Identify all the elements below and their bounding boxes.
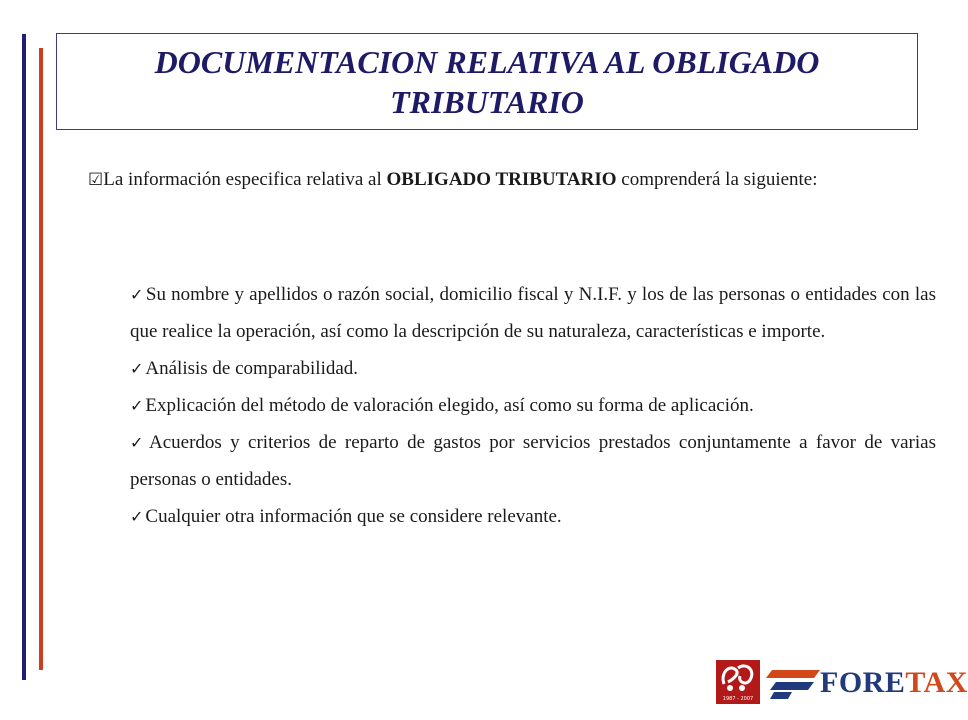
list-item bbox=[130, 498, 936, 535]
brand-name-part1: FORE bbox=[820, 666, 906, 699]
checkmark-icon: ✓ bbox=[130, 285, 144, 304]
intro-text-after: comprenderá la siguiente: bbox=[616, 169, 818, 190]
list-item-text: Su nombre y apellidos o razón social, domicilio fiscal y N.I.F. y los de las personas o entidades con las que realice la operación, así como la descripción de su naturaleza, características e importe. bbox=[130, 284, 937, 342]
left-border-blue-line bbox=[22, 34, 26, 680]
intro-text-before: La información especifica relativa al bbox=[103, 169, 387, 190]
foretax-mark-icon bbox=[766, 666, 822, 700]
checkmark-icon: ✓ bbox=[130, 396, 144, 415]
list-item bbox=[130, 387, 936, 424]
list-item bbox=[130, 276, 936, 350]
checkmark-icon: ✓ bbox=[130, 433, 148, 452]
requirements-list bbox=[130, 276, 936, 535]
checkbox-icon: ☑ bbox=[88, 170, 104, 190]
seal-years: 1987 - 2007 bbox=[722, 696, 754, 702]
list-item bbox=[130, 424, 936, 498]
seal-emblem-icon bbox=[716, 660, 760, 696]
brand-name bbox=[820, 665, 968, 701]
intro-paragraph bbox=[88, 158, 936, 202]
left-border-red-line bbox=[39, 48, 43, 670]
slide-title: DOCUMENTACION RELATIVA AL OBLIGADO TRIBUTARIO bbox=[154, 43, 820, 120]
anniversary-seal-icon bbox=[716, 660, 760, 704]
checkmark-icon: ✓ bbox=[130, 359, 144, 378]
list-item-text: Cualquier otra información que se considere relevante. bbox=[145, 506, 562, 527]
foretax-logo bbox=[716, 660, 968, 706]
title-box bbox=[56, 33, 918, 130]
brand-name-part2: TAX bbox=[905, 666, 968, 699]
list-item bbox=[130, 350, 936, 387]
checkmark-icon: ✓ bbox=[130, 507, 144, 526]
intro-text-bold: OBLIGADO TRIBUTARIO bbox=[386, 169, 617, 190]
list-item-text: Acuerdos y criterios de reparto de gastos por servicios prestados conjuntamente a favor de varias personas o entidades. bbox=[130, 432, 936, 490]
list-item-text: Explicación del método de valoración elegido, así como su forma de aplicación. bbox=[145, 395, 754, 416]
list-item-text: Análisis de comparabilidad. bbox=[145, 358, 359, 379]
